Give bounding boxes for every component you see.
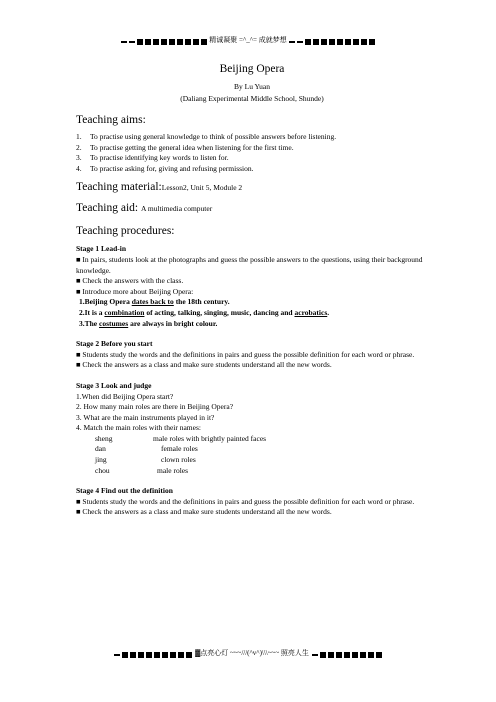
role-row: jing clown roles: [95, 455, 196, 465]
role-row: dan female roles: [95, 444, 198, 454]
page-header: [0, 36, 496, 45]
material-heading: Teaching material:Lesson2, Unit 5, Module 2: [76, 181, 243, 194]
stage3-question: 1.When did Beijing Opera start?: [76, 391, 174, 401]
stage3-heading: Stage 3 Look and judge: [76, 380, 152, 390]
stage2-para1: ■ Students study the words and the definitions in pairs and guess the possible definition for each word or phrase.: [76, 349, 415, 359]
aid-value: A multimedia computer: [140, 204, 213, 214]
doc-school: (Daliang Experimental Middle School, Shunde): [180, 94, 324, 103]
stage1-fact2: 2.It is a combination of acting, talking, singing, music, dancing and acrobatics.: [79, 307, 330, 317]
header-right-decoration: [288, 37, 376, 43]
doc-author: By Lu Yuan: [234, 82, 270, 91]
footer-left-decoration: [113, 650, 193, 656]
stage3-question: 2. How many main roles are there in Beijing Opera?: [76, 402, 234, 412]
header-text: 精诚凝聚 =^_^= 成就梦想: [209, 36, 287, 44]
stage2-para2: ■ Check the answers as a class and make sure students understand all the new words.: [76, 360, 332, 370]
doc-title: Beijing Opera: [219, 63, 285, 75]
aim-item: 1. To practise using general knowledge to think of possible answers before listening.: [76, 132, 337, 141]
role-row: sheng male roles with brightly painted faces: [95, 433, 267, 443]
aim-item: 2. To practise getting the general idea when listening for the first time.: [76, 142, 294, 152]
footer-right-decoration: [311, 650, 383, 656]
stage3-question: 3. What are the main instruments played in it?: [76, 412, 215, 422]
stage1-fact1: 1.Beijing Opera dates back to the 18th century.: [79, 297, 230, 307]
stage3-question: 4. Match the main roles with their names:: [76, 423, 201, 433]
stage4-para1: ■ Students study the words and the definitions in pairs and guess the possible definition for each word or phrase.: [76, 496, 415, 506]
stage4-heading: Stage 4 Find out the definition: [76, 486, 173, 496]
stage1-fact3: 3.The costumes are always in bright colour.: [79, 318, 218, 328]
header-left-decoration: [120, 37, 208, 43]
stage1-para1: ■ In pairs, students look at the photographs and guess the possible answers to the questions, using their background knowledge.: [76, 254, 423, 275]
stage4-para2: ■ Check the answers as a class and make sure students understand all the new words.: [76, 507, 332, 517]
stage1-para2: ■ Check the answers with the class.: [76, 276, 184, 286]
material-value: Lesson2, Unit 5, Module 2: [161, 183, 243, 193]
aims-list: [76, 132, 428, 174]
footer-text: ▓点亮心灯 ~~~///(^v^)\\\~~~ 照亮人生: [195, 649, 309, 657]
aid-heading: Teaching aid: A multimedia computer: [76, 202, 213, 215]
document-body: [76, 62, 428, 518]
procedures-heading: Teaching procedures:: [76, 225, 175, 238]
role-row: chou male roles: [95, 465, 189, 475]
stage1-heading: Stage 1 Lead-in: [76, 244, 127, 254]
aim-item: 4. To practise asking for, giving and refusing permission.: [76, 163, 254, 173]
aims-heading: Teaching aims:: [76, 114, 146, 126]
stage2-heading: Stage 2 Before you start: [76, 339, 153, 349]
stage1-para3: ■ Introduce more about Beijing Opera:: [76, 286, 194, 296]
aim-item: 3. To practise identifying key words to listen for.: [76, 153, 229, 163]
page-footer: [0, 649, 496, 658]
